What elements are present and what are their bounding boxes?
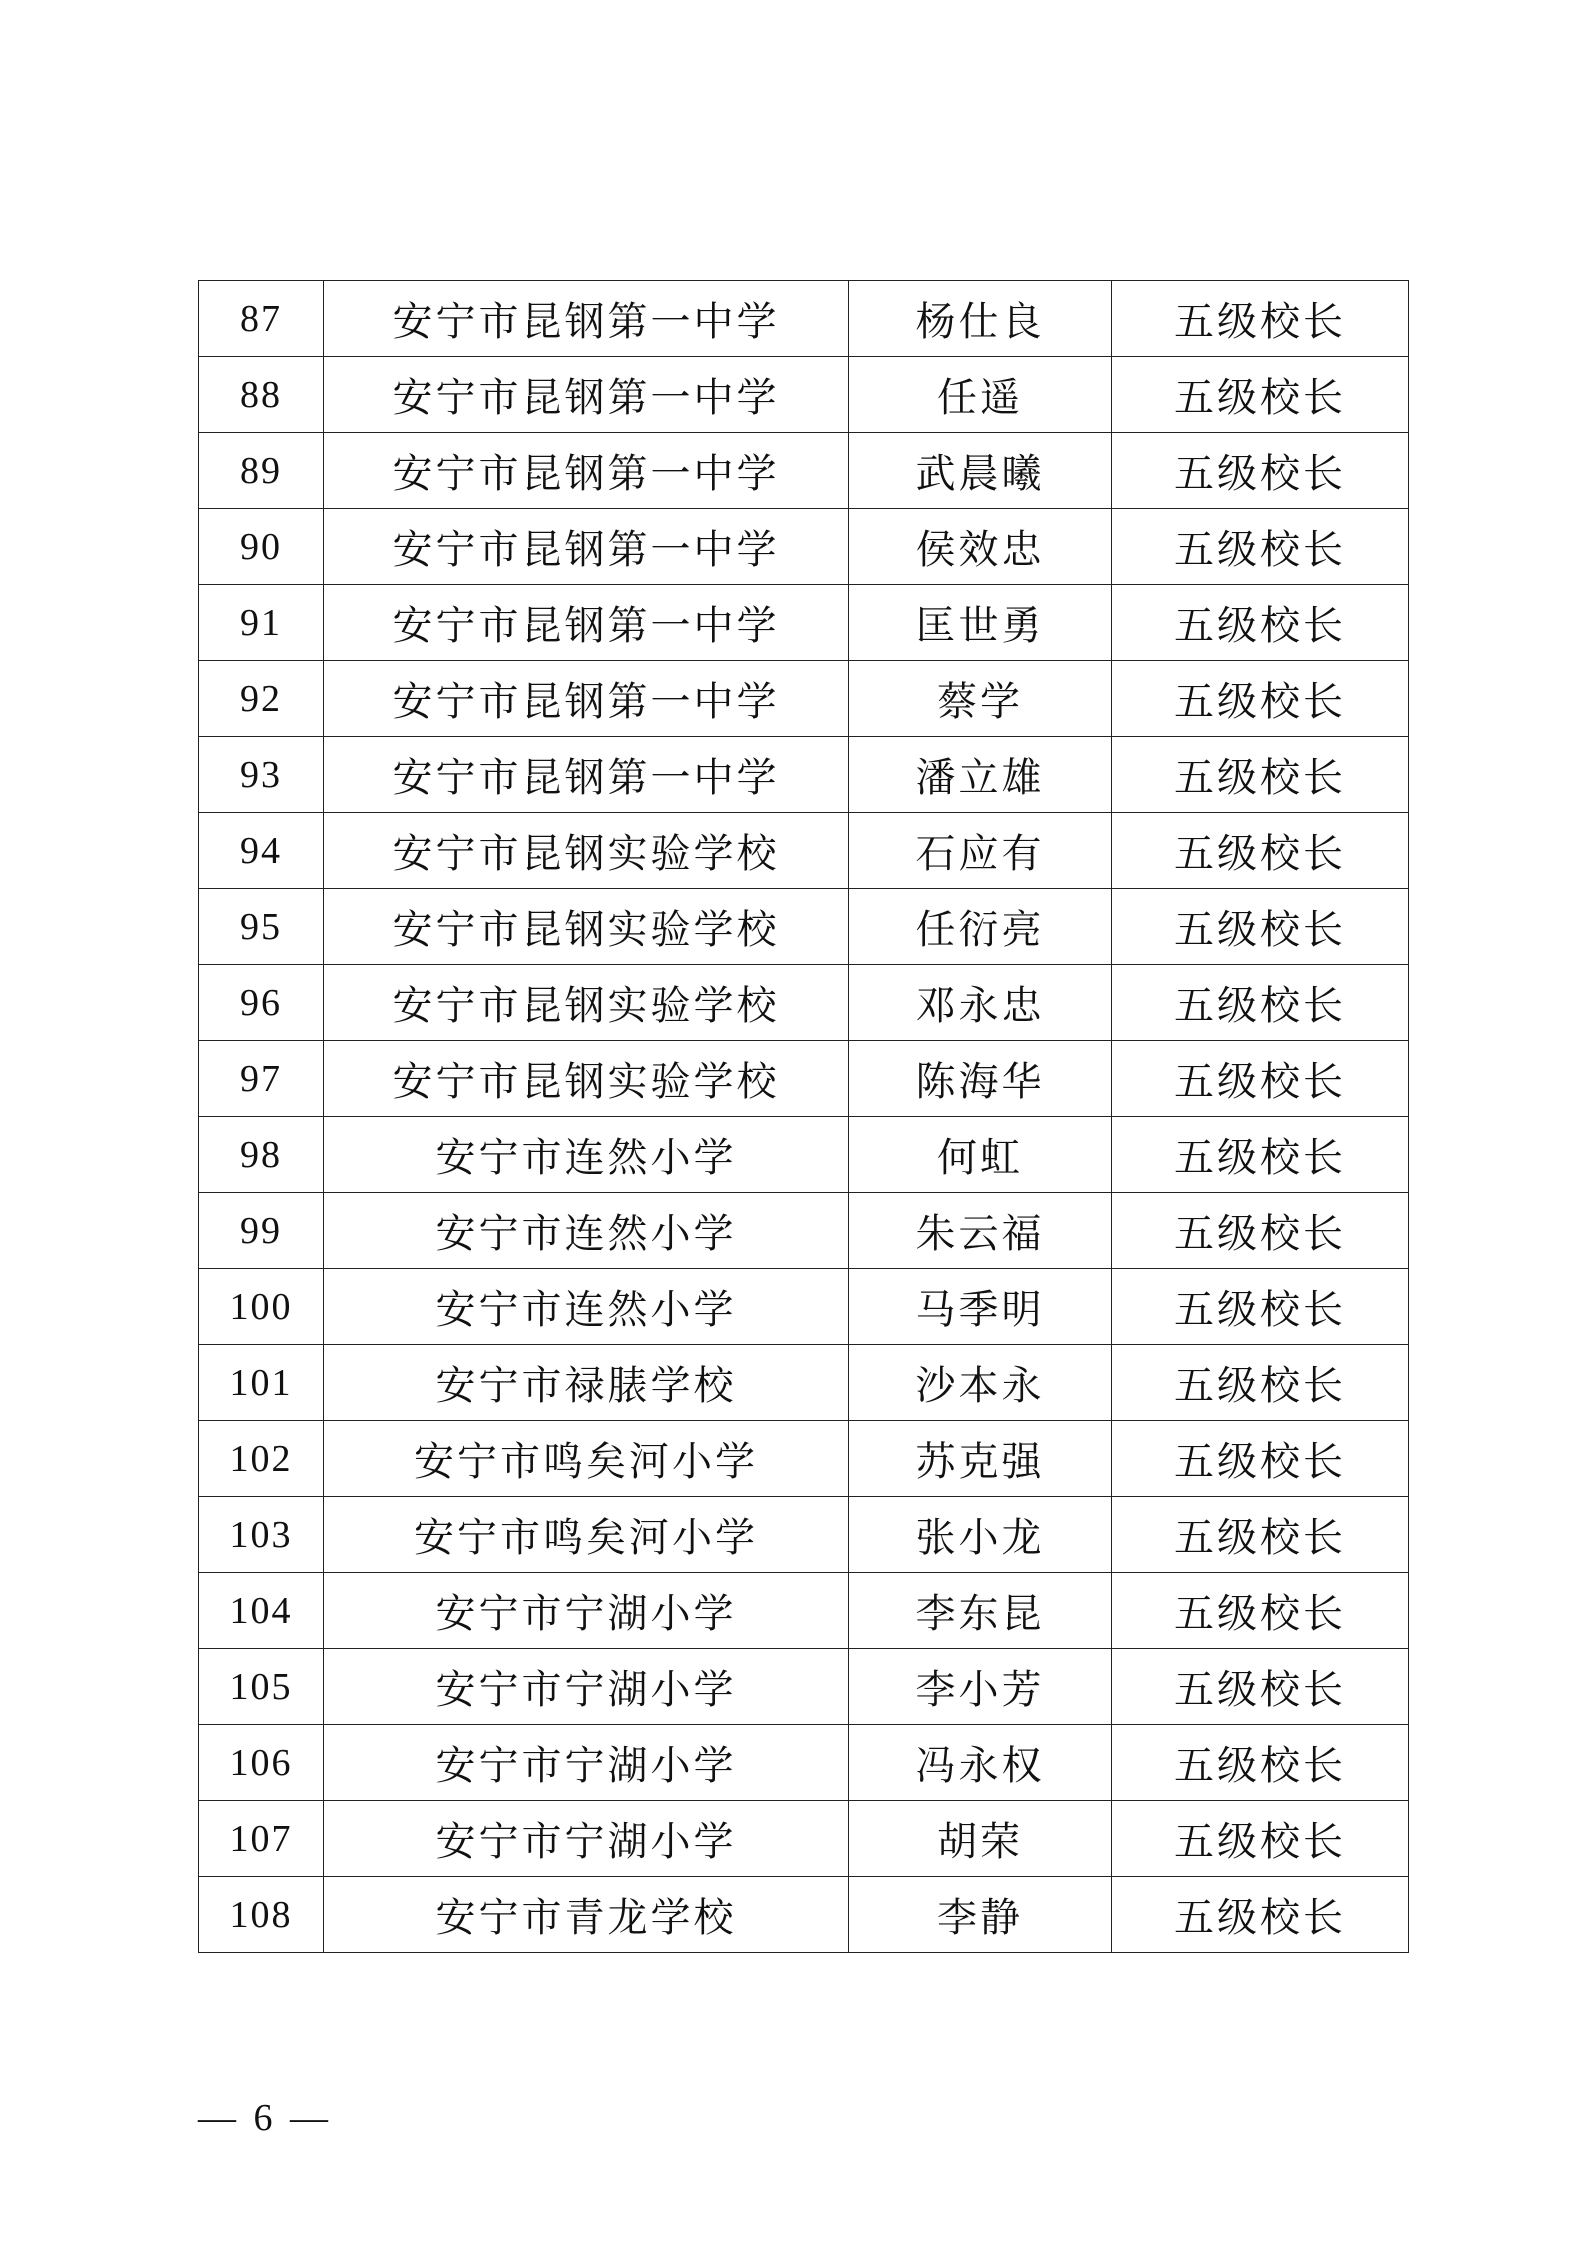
- row-number-cell: 91: [199, 585, 324, 661]
- table-row: [199, 1117, 1409, 1193]
- row-number-cell: 107: [199, 1801, 324, 1877]
- principal-name-cell: 石应有: [849, 813, 1112, 889]
- table-row: [199, 1269, 1409, 1345]
- principal-name-cell: 马季明: [849, 1269, 1112, 1345]
- principal-level-cell: 五级校长: [1112, 1725, 1409, 1801]
- school-name-cell: 安宁市昆钢第一中学: [324, 281, 849, 357]
- school-name-cell: 安宁市昆钢实验学校: [324, 1041, 849, 1117]
- school-name-cell: 安宁市连然小学: [324, 1269, 849, 1345]
- principal-name-cell: 潘立雄: [849, 737, 1112, 813]
- principal-level-cell: 五级校长: [1112, 1649, 1409, 1725]
- school-name-cell: 安宁市昆钢第一中学: [324, 433, 849, 509]
- principal-name-cell: 侯效忠: [849, 509, 1112, 585]
- school-name-cell: 安宁市鸣矣河小学: [324, 1497, 849, 1573]
- table-row: [199, 509, 1409, 585]
- table-row: [199, 813, 1409, 889]
- principal-name-cell: 陈海华: [849, 1041, 1112, 1117]
- table-row: [199, 1421, 1409, 1497]
- principal-level-cell: 五级校长: [1112, 1421, 1409, 1497]
- table-row: [199, 1725, 1409, 1801]
- principal-name-cell: 沙本永: [849, 1345, 1112, 1421]
- principal-name-cell: 杨仕良: [849, 281, 1112, 357]
- row-number-cell: 101: [199, 1345, 324, 1421]
- row-number-cell: 90: [199, 509, 324, 585]
- row-number-cell: 108: [199, 1877, 324, 1953]
- school-name-cell: 安宁市青龙学校: [324, 1877, 849, 1953]
- row-number-cell: 87: [199, 281, 324, 357]
- row-number-cell: 105: [199, 1649, 324, 1725]
- principal-level-cell: 五级校长: [1112, 1117, 1409, 1193]
- principal-name-cell: 任衍亮: [849, 889, 1112, 965]
- school-name-cell: 安宁市昆钢实验学校: [324, 813, 849, 889]
- principal-name-cell: 邓永忠: [849, 965, 1112, 1041]
- principal-name-cell: 冯永权: [849, 1725, 1112, 1801]
- roster-table-body: [199, 281, 1409, 1953]
- row-number-cell: 104: [199, 1573, 324, 1649]
- row-number-cell: 94: [199, 813, 324, 889]
- principal-name-cell: 李静: [849, 1877, 1112, 1953]
- principal-level-cell: 五级校长: [1112, 1877, 1409, 1953]
- principal-name-cell: 匡世勇: [849, 585, 1112, 661]
- school-name-cell: 安宁市昆钢第一中学: [324, 357, 849, 433]
- row-number-cell: 95: [199, 889, 324, 965]
- row-number-cell: 99: [199, 1193, 324, 1269]
- row-number-cell: 98: [199, 1117, 324, 1193]
- school-name-cell: 安宁市连然小学: [324, 1193, 849, 1269]
- principal-name-cell: 李小芳: [849, 1649, 1112, 1725]
- table-row: [199, 1573, 1409, 1649]
- school-name-cell: 安宁市连然小学: [324, 1117, 849, 1193]
- school-name-cell: 安宁市昆钢实验学校: [324, 965, 849, 1041]
- principal-name-cell: 蔡学: [849, 661, 1112, 737]
- principal-level-cell: 五级校长: [1112, 357, 1409, 433]
- table-row: [199, 737, 1409, 813]
- table-row: [199, 965, 1409, 1041]
- principal-level-cell: 五级校长: [1112, 661, 1409, 737]
- row-number-cell: 88: [199, 357, 324, 433]
- school-name-cell: 安宁市禄脿学校: [324, 1345, 849, 1421]
- table-row: [199, 1345, 1409, 1421]
- principal-level-cell: 五级校长: [1112, 1801, 1409, 1877]
- table-row: [199, 1649, 1409, 1725]
- principal-name-cell: 胡荣: [849, 1801, 1112, 1877]
- principal-name-cell: 武晨曦: [849, 433, 1112, 509]
- table-row: [199, 1497, 1409, 1573]
- table-row: [199, 1877, 1409, 1953]
- table-row: [199, 661, 1409, 737]
- row-number-cell: 106: [199, 1725, 324, 1801]
- row-number-cell: 102: [199, 1421, 324, 1497]
- row-number-cell: 96: [199, 965, 324, 1041]
- principal-level-cell: 五级校长: [1112, 1573, 1409, 1649]
- school-name-cell: 安宁市宁湖小学: [324, 1725, 849, 1801]
- principal-name-cell: 朱云福: [849, 1193, 1112, 1269]
- principal-level-cell: 五级校长: [1112, 1041, 1409, 1117]
- row-number-cell: 93: [199, 737, 324, 813]
- principal-level-cell: 五级校长: [1112, 1193, 1409, 1269]
- table-row: [199, 1801, 1409, 1877]
- school-name-cell: 安宁市昆钢实验学校: [324, 889, 849, 965]
- principal-level-cell: 五级校长: [1112, 1345, 1409, 1421]
- row-number-cell: 92: [199, 661, 324, 737]
- row-number-cell: 97: [199, 1041, 324, 1117]
- principal-name-cell: 任遥: [849, 357, 1112, 433]
- principal-level-cell: 五级校长: [1112, 813, 1409, 889]
- school-name-cell: 安宁市宁湖小学: [324, 1649, 849, 1725]
- school-name-cell: 安宁市昆钢第一中学: [324, 585, 849, 661]
- table-row: [199, 585, 1409, 661]
- principal-level-cell: 五级校长: [1112, 433, 1409, 509]
- principal-level-cell: 五级校长: [1112, 889, 1409, 965]
- table-row: [199, 1193, 1409, 1269]
- school-name-cell: 安宁市鸣矣河小学: [324, 1421, 849, 1497]
- principal-level-cell: 五级校长: [1112, 1497, 1409, 1573]
- principal-level-cell: 五级校长: [1112, 1269, 1409, 1345]
- principal-level-cell: 五级校长: [1112, 509, 1409, 585]
- principal-name-cell: 张小龙: [849, 1497, 1112, 1573]
- row-number-cell: 89: [199, 433, 324, 509]
- principal-level-cell: 五级校长: [1112, 281, 1409, 357]
- school-name-cell: 安宁市昆钢第一中学: [324, 661, 849, 737]
- table-row: [199, 889, 1409, 965]
- principal-roster-table: [198, 280, 1409, 1953]
- principal-level-cell: 五级校长: [1112, 585, 1409, 661]
- table-row: [199, 433, 1409, 509]
- school-name-cell: 安宁市宁湖小学: [324, 1573, 849, 1649]
- table-row: [199, 357, 1409, 433]
- page-number: — 6 —: [198, 2097, 332, 2139]
- table-row: [199, 281, 1409, 357]
- school-name-cell: 安宁市昆钢第一中学: [324, 509, 849, 585]
- school-name-cell: 安宁市昆钢第一中学: [324, 737, 849, 813]
- principal-name-cell: 何虹: [849, 1117, 1112, 1193]
- principal-level-cell: 五级校长: [1112, 965, 1409, 1041]
- table-row: [199, 1041, 1409, 1117]
- row-number-cell: 103: [199, 1497, 324, 1573]
- row-number-cell: 100: [199, 1269, 324, 1345]
- principal-name-cell: 苏克强: [849, 1421, 1112, 1497]
- principal-name-cell: 李东昆: [849, 1573, 1112, 1649]
- principal-level-cell: 五级校长: [1112, 737, 1409, 813]
- school-name-cell: 安宁市宁湖小学: [324, 1801, 849, 1877]
